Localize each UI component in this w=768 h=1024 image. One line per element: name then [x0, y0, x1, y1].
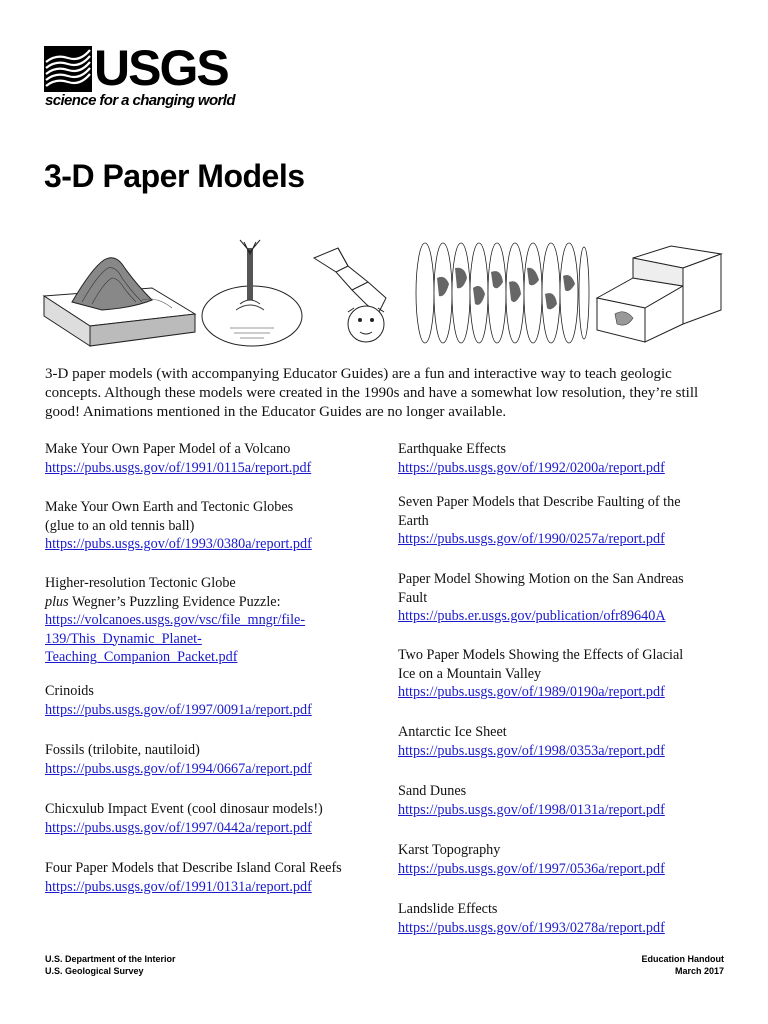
list-item [45, 741, 390, 778]
globe-gores-illustration [415, 238, 590, 348]
item-label: Seven Paper Models that Describe Faulting of the [398, 494, 681, 510]
item-label: Fossils (trilobite, nautiloid) [45, 742, 200, 758]
list-item [398, 841, 743, 878]
item-label: Two Paper Models Showing the Effects of Glacial [398, 647, 684, 663]
footer-doc-type: Education Handout [641, 954, 724, 964]
item-link-line2[interactable]: 139/This_Dynamic_Planet- [45, 630, 202, 647]
item-link-line1[interactable]: https://volcanoes.usgs.gov/vsc/file_mngr/file- [45, 612, 306, 628]
footer-survey: U.S. Geological Survey [45, 966, 144, 976]
item-link[interactable]: https://pubs.usgs.gov/of/1992/0200a/report.pdf [398, 459, 665, 476]
item-label: Sand Dunes [398, 783, 467, 799]
item-link[interactable]: https://pubs.usgs.gov/of/1994/0667a/report.pdf [45, 760, 312, 777]
item-link[interactable]: https://pubs.usgs.gov/of/1997/0536a/report.pdf [398, 860, 665, 877]
item-link[interactable]: https://pubs.usgs.gov/of/1991/0115a/report.pdf [45, 459, 312, 476]
item-link[interactable]: https://pubs.er.usgs.gov/publication/ofr89640A [398, 608, 666, 624]
list-item [398, 646, 743, 702]
logo-wordmark: USGS [94, 40, 228, 96]
item-label: Landslide Effects [398, 901, 498, 917]
item-label-rest: Wegner’s Puzzling Evidence Puzzle: [68, 593, 281, 610]
item-label: Make Your Own Earth and Tectonic Globes [45, 499, 294, 515]
footer-date: March 2017 [674, 966, 724, 976]
list-item [398, 493, 743, 549]
usgs-logo [44, 40, 235, 112]
item-label: Make Your Own Paper Model of a Volcano [45, 441, 291, 457]
list-item [45, 498, 390, 554]
list-item [398, 440, 743, 477]
fault-block-illustration [593, 238, 726, 348]
item-link[interactable]: https://pubs.usgs.gov/of/1990/0257a/report.pdf [398, 531, 665, 547]
item-link[interactable]: https://pubs.usgs.gov/of/1993/0278a/report.pdf [398, 919, 665, 936]
intro-paragraph: 3-D paper models (with accompanying Educator Guides) are a fun and interactive way to teach geologic concepts. Although these models were created in the 1990s and have a somewhat low resolution, they’re still good! Animations mentioned in the Educator Guides are no longer available. [45, 366, 699, 420]
footer-department: U.S. Department of the Interior [45, 954, 176, 964]
item-label: Karst Topography [398, 842, 501, 858]
item-label-italic: plus [45, 593, 69, 610]
item-link[interactable]: https://pubs.usgs.gov/of/1989/0190a/report.pdf [398, 684, 665, 700]
list-item [398, 570, 743, 626]
item-link[interactable]: https://pubs.usgs.gov/of/1997/0091a/report.pdf [45, 701, 312, 718]
footer-right [642, 953, 725, 977]
item-label-line2: (glue to an old tennis ball) [45, 517, 195, 534]
list-item [45, 682, 390, 719]
list-item [45, 574, 390, 667]
item-label: Chicxulub Impact Event (cool dinosaur models!) [45, 801, 323, 817]
item-label: Four Paper Models that Describe Island Coral Reefs [45, 860, 342, 876]
item-link[interactable]: https://pubs.usgs.gov/of/1998/0353a/report.pdf [398, 742, 665, 759]
list-item [45, 859, 390, 896]
crinoid-model-illustration [200, 238, 304, 348]
item-label: Antarctic Ice Sheet [398, 724, 507, 740]
usgs-wave-mark-icon [44, 46, 92, 92]
logo-tagline: science for a changing world [45, 92, 235, 109]
item-label: Earthquake Effects [398, 441, 507, 457]
item-label: Crinoids [45, 683, 94, 699]
page-title: 3-D Paper Models [44, 158, 305, 194]
item-label-line2: Earth [398, 512, 429, 529]
item-label: Higher-resolution Tectonic Globe [45, 575, 236, 591]
volcano-model-illustration [42, 238, 197, 348]
item-label-line2: Ice on a Mountain Valley [398, 665, 542, 682]
item-link-line3[interactable]: Teaching_Companion_Packet.pdf [45, 649, 238, 665]
item-link[interactable]: https://pubs.usgs.gov/of/1998/0131a/report.pdf [398, 801, 665, 818]
item-link[interactable]: https://pubs.usgs.gov/of/1993/0380a/report.pdf [45, 536, 312, 552]
list-item [398, 900, 743, 937]
footer-left [45, 953, 176, 977]
item-label-line2 [45, 593, 390, 612]
list-item [45, 440, 390, 477]
item-link[interactable]: https://pubs.usgs.gov/of/1991/0131a/report.pdf [45, 878, 312, 895]
list-item [398, 782, 743, 819]
dinosaur-model-illustration [308, 238, 413, 348]
item-label: Paper Model Showing Motion on the San Andreas [398, 571, 684, 587]
item-link[interactable]: https://pubs.usgs.gov/of/1997/0442a/report.pdf [45, 819, 312, 836]
item-label-line2: Fault [398, 589, 428, 606]
list-item [398, 723, 743, 760]
list-item [45, 800, 390, 837]
